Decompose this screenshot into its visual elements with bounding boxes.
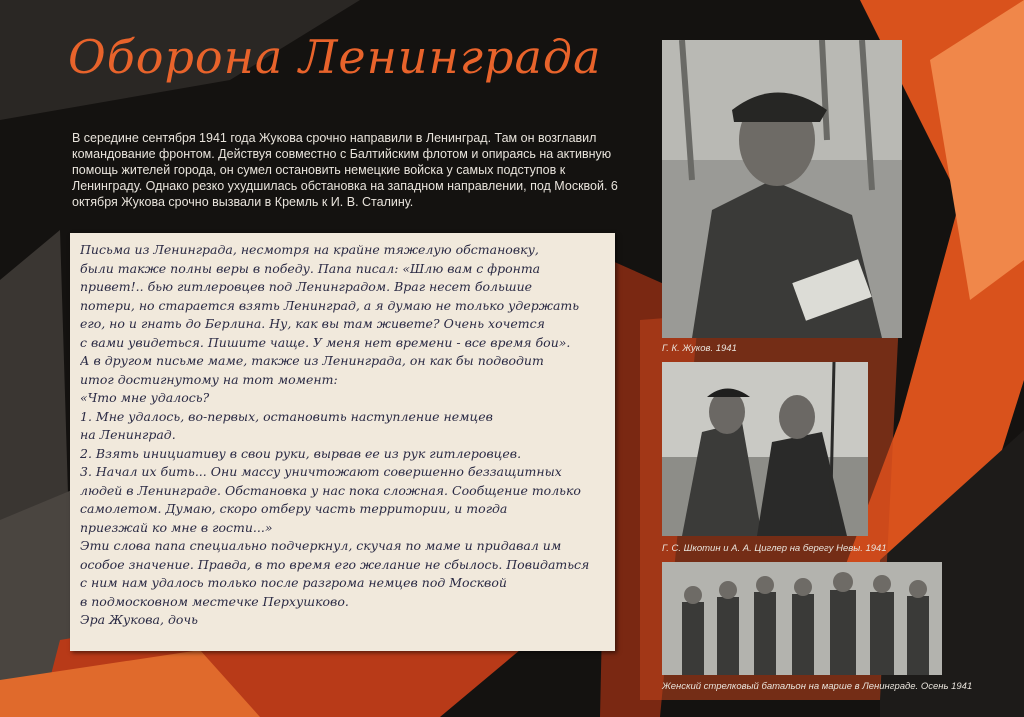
- letter-line: привет!.. бью гитлеровцев под Ленинградом. Враг несет большие: [80, 279, 533, 294]
- letter-line: итог достигнутому на тот момент:: [80, 371, 338, 387]
- letter-lines: [80, 241, 605, 630]
- letter-line: его, но и гнать до Берлина. Ну, как вы там живете? Очень хочется: [80, 316, 545, 331]
- letter-line: были также полны веры в победу. Папа писал: «Шлю вам с фронта: [80, 260, 541, 276]
- letter-line: 2. Взять инициативу в свои руки, вырвав ее из рук гитлеровцев.: [80, 445, 522, 461]
- letter-line: Письма из Ленинграда, несмотря на крайне тяжелую обстановку,: [80, 242, 539, 257]
- letter-line: 1. Мне удалось, во-первых, остановить наступление немцев: [80, 408, 493, 424]
- letter-line: в подмосковном местечке Перхушково.: [80, 593, 349, 609]
- letter-line: с вами увидеться. Пишите чаще. У меня нет времени - все время бои».: [80, 334, 571, 350]
- letter-line: с ним нам удалось только после разгрома немцев под Москвой: [80, 575, 507, 590]
- letter-line: особое значение. Правда, в то время его желание не сбылось. Повидаться: [80, 556, 590, 572]
- letter-line: Эти слова папа специально подчеркнул, скучая по маме и придавал им: [80, 538, 562, 553]
- intro-text: В середине сентября 1941 года Жукова срочно направили в Ленинград. Там он возглавил командование фронтом. Действуя совместно с Балтийским флотом и опираясь на активную помощь жителей города, он сумел остановить немецкие войска у самых подступов к Ленинграду. Однако резко ухудшилась обстановка на западном направлении, под Москвой. 6 октября Жукова срочно вызвали в Кремль к И. В. Сталину.: [72, 131, 618, 209]
- letter-line: самолетом. Думаю, скоро отберу часть территории, и тогда: [80, 501, 508, 516]
- caption-photo2: Г. С. Шкотин и А. А. Циглер на берегу Невы. 1941: [662, 543, 887, 554]
- caption-photo3: Женский стрелковый батальон на марше в Ленинграде. Осень 1941: [662, 681, 973, 692]
- photo-zhukov: [662, 40, 902, 338]
- letter-line: «Что мне удалось?: [80, 390, 210, 405]
- letter-line: А в другом письме маме, также из Ленинграда, он как бы подводит: [80, 353, 544, 368]
- letter-line: на Ленинград.: [80, 427, 176, 442]
- letter-line: 3. Начал их бить... Они массу уничтожают совершенно беззащитных: [80, 464, 562, 479]
- letter-line: Эра Жукова, дочь: [80, 612, 198, 627]
- photo-shkotin-tsigler: [662, 362, 868, 536]
- letter-line: людей в Ленинграде. Обстановка у нас пока сложная. Сообщение только: [80, 482, 581, 498]
- letter-line: приезжай ко мне в гости...»: [80, 519, 273, 535]
- letter-line: потери, но старается взять Ленинград, а я думаю не только удержать: [80, 297, 580, 313]
- caption-photo1: Г. К. Жуков. 1941: [662, 343, 737, 354]
- page-title: Оборона Ленинграда: [68, 30, 602, 84]
- handwritten-letter: [70, 233, 615, 651]
- photo-womens-battalion: [662, 562, 942, 675]
